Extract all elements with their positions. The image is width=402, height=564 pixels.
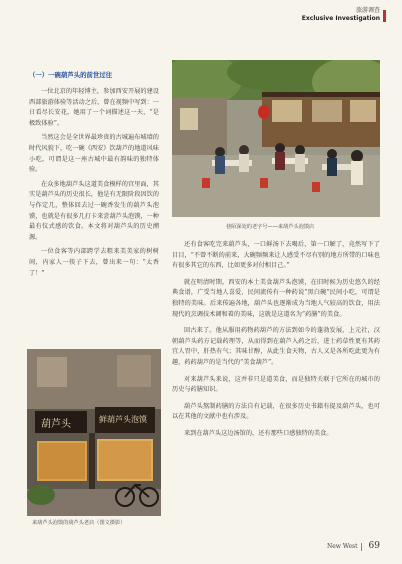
right-paragraph-3: 回古来了。他从服用药物药葫芦的方法到如今的蓬勃发展，上元社，汉朝葫芦头药方记载药理等，从而得到在葫芦入药之后，进士药草性更有其药宜人胃中，肝热有气；其味甘醇，从此生食天物，古人又是各所吃此更为有趣，药药葫芦的是当代的“美食葫芦”。 bbox=[172, 327, 380, 366]
photo1-caption: 巷陌深处的老字号——来葫芦头泡馍店 bbox=[226, 224, 315, 230]
right-paragraph-6: 来到在葫芦头这边汤馆的，还有那些口感独特的美食。 bbox=[184, 429, 333, 437]
left-paragraph-4: 一位食客等内部跨学去粗来美美家的树树间，内家人一筷子下去，曾出来一句：“太香了！” bbox=[29, 248, 159, 277]
restaurant-courtyard-photo bbox=[172, 60, 380, 217]
right-paragraph-4: 对来葫芦头来说，这并非只是道美食，而是独特关联于它所在的城市的历史与药膳知识。 bbox=[172, 375, 380, 394]
storefront-illustration bbox=[27, 349, 161, 516]
right-paragraph-5: 葫芦头熬制药膳的方法自有记载，在很多历史书籍有提及葫芦头，也可以在其他的文献中也有涉及。 bbox=[172, 402, 380, 421]
storefront-sign-left: 葫芦头 bbox=[41, 419, 71, 430]
storefront-sign-right: 鲜葫芦头泡馍 bbox=[99, 415, 147, 424]
footer-brand: New West bbox=[326, 543, 358, 550]
left-paragraph-3: 在众多地葫芦头这道美食模样的宫里面，其实是葫芦头的历史很长，他是有无限阶段因饮的与作定几，整体回去过一碗香发生的葫芦头泡馍，也就是有很多几打卡来尝葫芦头泡馍，一种最有仪式感的饮食。本文将对葫芦头的历史溯源。 bbox=[29, 180, 159, 241]
header-cn: 旅游调查 bbox=[355, 7, 380, 14]
right-paragraph-1: 还有食客吃完来葫芦头，一口鲜汤下去喝后，第一口解了，竟然写下了目目，“不曾不断的前来，大碗频频来让人感受不尽有别的地方所带的口味也有很多其它的东西，比如更多对付相目己。” bbox=[172, 241, 380, 270]
restaurant-courtyard-illustration bbox=[172, 60, 380, 217]
right-column bbox=[172, 240, 380, 446]
section-title: （一）一碗葫芦头的前世过往 bbox=[29, 71, 113, 79]
left-paragraph-1: 一位北京的年轻博主，参加西安开展的建设西部旅游体验等活动之后，曾在视频中写到：一日看尽长安花，她用了一个词描述这一天，“是极致体验”。 bbox=[29, 88, 159, 127]
section-header bbox=[302, 7, 380, 23]
page-footer bbox=[327, 541, 380, 551]
photo2-caption: 来葫芦头泡馍的葫芦头老店（图文摄影） bbox=[32, 520, 126, 526]
left-column bbox=[29, 70, 159, 283]
left-paragraph-2: 当然这会是全世界最珍贵的古城遍布城墙的时代风貌下，吃一碗《西安》饮葫芦的地道风味小吃，可谓是这一座古城中最有韵味的独特体验。 bbox=[29, 134, 159, 174]
page-number: 69 bbox=[368, 541, 380, 551]
footer-divider bbox=[361, 543, 362, 551]
header-en: Exclusive Investigation bbox=[301, 15, 380, 22]
header-accent-bar bbox=[383, 10, 386, 22]
right-paragraph-2: 就在明清时期，西安的本土美食葫芦头泡馍，在旧时候为历史悠久的经典食谱，广受当地人喜爱，民间流传有一种药说“黑白碗”民间小吃，可谓是独特的美味。后来传遍各地，葫芦头也逐渐成为当地人气较高的饮食，用法现代的烹调技术调和着的美味，这就是这道名为“药膳”的美食。 bbox=[172, 278, 380, 318]
restaurant-storefront-photo bbox=[27, 349, 161, 516]
